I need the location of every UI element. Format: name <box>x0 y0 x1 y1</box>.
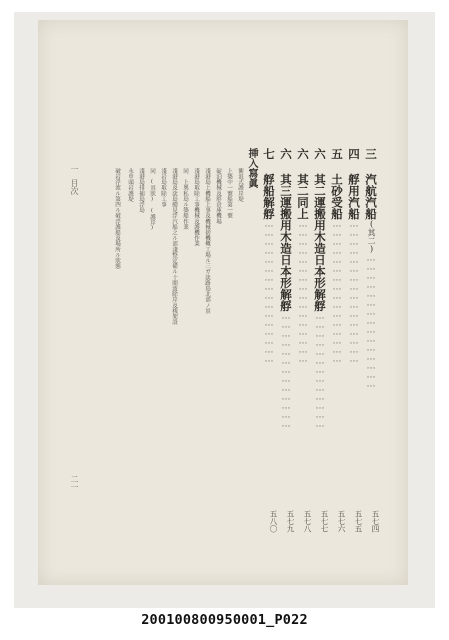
illustration-item: 上築中一號船第一號 <box>226 168 232 219</box>
illustration-item: 淺港島排捕島浮島 <box>138 168 144 213</box>
illustration-item: 淺港島及淡島總見浮汽船之ル部淺整定備ル十間波除岸及桟架設 <box>171 168 177 325</box>
illustration-item: 淺港島上機船上事及機械捨機概工場ル三ガ淡路島北部ノ景 <box>204 168 210 314</box>
image-caption: 200100800950001_P022 <box>141 612 308 628</box>
illustrations-heading: 挿入寫眞 <box>246 148 257 188</box>
illustration-item: 碇泊機械及艀倉庫機場 <box>215 168 221 224</box>
toc-entry: 七 艀船解艀………………………………………… <box>262 148 276 364</box>
toc-page-number: 五七六 <box>337 510 346 533</box>
illustration-item: 同 (其狀) (護岸) <box>149 168 155 232</box>
toc-entry: 六 其二運搬用木造日本形解艀………………………………… <box>313 148 327 429</box>
illustration-item: 破岩浮流ル第四ル破浮護船及場所ル狀態 <box>114 168 120 269</box>
folio-number: 二一 <box>70 475 79 491</box>
toc-page-number: 五七五 <box>354 510 363 533</box>
toc-entry: 五 土砂受船………………………………………… <box>330 148 344 364</box>
illustration-item: 淺港島取除工事機械及護機作業 <box>193 168 199 247</box>
illustration-item: 同 上奧私島ル築船作業 <box>182 168 188 230</box>
illustration-item: 淺岩島取除工事 <box>160 168 166 208</box>
toc-page-number: 五八〇 <box>269 510 278 533</box>
toc-page-number: 五七八 <box>303 510 312 533</box>
toc-page-number: 五七七 <box>320 510 329 533</box>
running-head: 一目次 <box>70 165 79 195</box>
toc-entry: 六 其二同上………………………………………… <box>296 148 310 364</box>
toc-entry: 六 其三運搬用木造日本形解艀………………………………… <box>279 148 293 429</box>
document-page <box>38 20 408 585</box>
toc-page-number: 五七九 <box>286 510 295 533</box>
illustration-item: 衝浪式護岸堤 <box>237 168 243 202</box>
toc-page-number: 五七四 <box>371 510 380 533</box>
toc-entry: 三 汽航汽船(其二)……………………………………… <box>364 148 378 389</box>
toc-entry: 四 艀用汽船………………………………………… <box>347 148 361 364</box>
illustration-item: 永申頭岩護堤 <box>127 168 133 202</box>
